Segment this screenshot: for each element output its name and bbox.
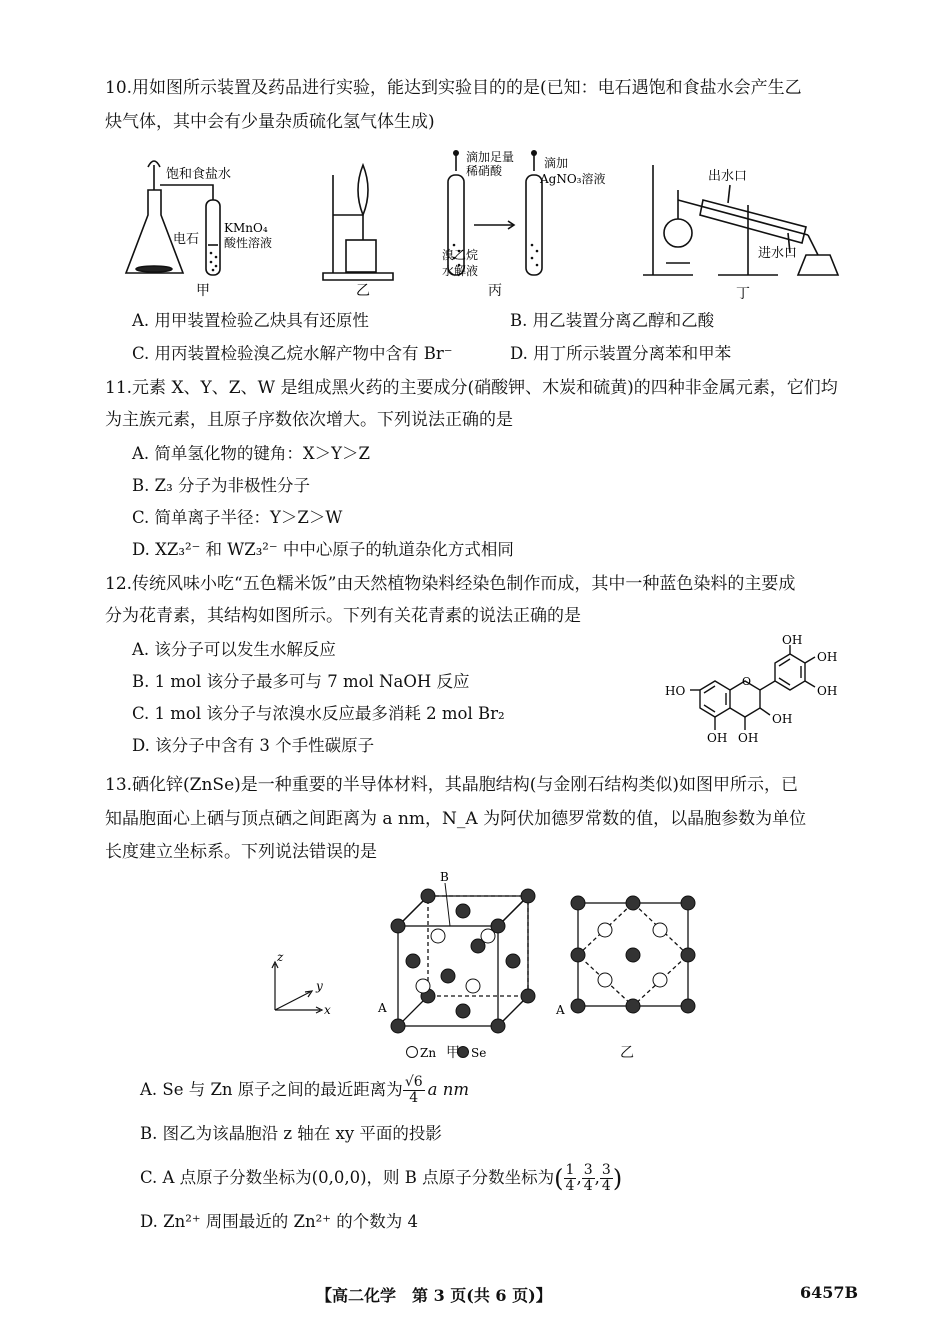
legend-zn-icon [407, 1047, 418, 1058]
projection-point-a-label: A [556, 1003, 565, 1017]
q11-stem-line2: 为主族元素，且原子序数依次增大。下列说法正确的是 [105, 410, 513, 430]
fig-jia-caption: 甲 [196, 283, 210, 299]
fig-yi-caption: 乙 [356, 283, 370, 299]
fig-jia-water-label: 饱和食盐水 [166, 167, 232, 182]
q10-apparatus-figure [118, 145, 848, 305]
fig-bing-hno3-line2: 稀硝酸 [466, 164, 503, 178]
q10-option-d: D. 用丁所示装置分离苯和甲苯 [510, 344, 732, 363]
coord-fraction: $\frac{3}{4}$ [583, 1162, 593, 1194]
q13-stem-line2: 知晶胞面心上硒与顶点硒之间距离为 a nm，N_A 为阿伏加德罗常数的值，以晶胞参数为单位 [105, 809, 807, 829]
axis-y-label: y [316, 979, 323, 993]
fig-bing-agno3-line1: 滴加 [544, 156, 569, 170]
q11-option-a: A. 简单氢化物的键角：X＞Y＞Z [132, 444, 371, 463]
fig-bing-hno3-line1: 滴加足量 [466, 150, 515, 164]
q12-option-d: D. 该分子中含有 3 个手性碳原子 [132, 736, 375, 755]
footer-code: 6457B [800, 1283, 859, 1302]
q11-stem-line1: 11.元素 X、Y、Z、W 是组成黑火药的主要成分(硝酸钾、木炭和硫黄)的四种非金属元素，它们均 [105, 378, 838, 398]
q12-option-c: C. 1 mol 该分子与浓溴水反应最多消耗 2 mol Br₂ [132, 704, 505, 723]
q12-option-a: A. 该分子可以发生水解反应 [132, 640, 336, 659]
q12-stem-line1: 12.传统风味小吃“五色糯米饭”由天然植物染料经染色制作而成，其中一种蓝色染料的主要成 [105, 574, 796, 594]
fig-jia-acid-label: 酸性溶液 [224, 236, 273, 250]
q13-stem-line1: 13.硒化锌(ZnSe)是一种重要的半导体材料，其晶胞结构(与金刚石结构类似)如图甲所示，已 [105, 775, 799, 795]
axis-x-label: x [324, 1003, 331, 1017]
fig-bing-caption: 丙 [488, 283, 502, 299]
structure-oh-label: OH [782, 635, 803, 647]
q13-option-d: D. Zn²⁺ 周围最近的 Zn²⁺ 的个数为 4 [140, 1212, 418, 1231]
q12-option-b: B. 1 mol 该分子最多可与 7 mol NaOH 反应 [132, 672, 470, 691]
point-a-label: A [378, 1001, 387, 1015]
footer-page-info: 【高二化学 第 3 页(共 6 页)】 [316, 1286, 552, 1305]
q10-stem-line2: 炔气体，其中会有少量杂质硫化氢气体生成) [105, 112, 435, 132]
fig-bing-solution-line1: 溴乙烷 [442, 248, 479, 262]
q13-option-c: C. A 点原子分数坐标为(0,0,0)，则 B 点原子分数坐标为( $\frac{1}{4}$ , $\frac{3}{4}$ , $\frac{3}{4}$ ) [140, 1162, 623, 1194]
fig-jia-caption-13: 甲 [446, 1045, 460, 1061]
q13-stem-line3: 长度建立坐标系。下列说法错误的是 [105, 842, 377, 862]
q10-stem-line1: 10.用如图所示装置及药品进行实验，能达到实验目的的是(已知：电石遇饱和食盐水会产生乙 [105, 78, 802, 98]
coord-fraction: $\frac{3}{4}$ [601, 1162, 611, 1194]
fig-ding-outlet-label: 出水口 [708, 169, 748, 184]
fig-ding-caption: 丁 [736, 286, 750, 302]
fig-bing-agno3-line2: AgNO₃溶液 [540, 172, 606, 186]
q10-option-c: C. 用丙装置检验溴乙烷水解产物中含有 Br⁻ [132, 344, 453, 363]
q12-stem-line2: 分为花青素，其结构如图所示。下列有关花青素的说法正确的是 [105, 606, 581, 626]
fig-bing-solution-line2: 水解液 [442, 264, 479, 278]
q12-structure-figure [660, 635, 860, 765]
legend-zn-label: Zn [420, 1046, 437, 1058]
point-b-label: B [440, 870, 449, 884]
q10-option-a: A. 用甲装置检验乙炔具有还原性 [132, 311, 369, 330]
q11-option-d: D. XZ₃²⁻ 和 WZ₃²⁻ 中中心原子的轨道杂化方式相同 [132, 540, 514, 559]
coord-fraction: $\frac{1}{4}$ [565, 1162, 575, 1194]
q13-option-a: A. Se 与 Zn 原子之间的最近距离为 $\frac{√6}{4}$ a nm [140, 1074, 469, 1106]
structure-oh-label: OH [817, 650, 838, 664]
axis-z-label: z [277, 950, 284, 964]
q13-option-b: B. 图乙为该晶胞沿 z 轴在 xy 平面的投影 [140, 1124, 442, 1143]
fig-ding-inlet-label: 进水口 [758, 246, 798, 261]
structure-oh-label: OH [707, 731, 728, 745]
legend-se-label: Se [471, 1046, 487, 1058]
structure-ring-oxygen: O [742, 675, 752, 688]
q10-option-b: B. 用乙装置分离乙醇和乙酸 [510, 311, 715, 330]
q13-crystal-figure [260, 868, 720, 1058]
structure-oh-label: HO [665, 684, 686, 698]
fig-jia-kmno4-label: KMnO₄ [224, 221, 268, 235]
fig-yi-caption-13: 乙 [620, 1045, 634, 1061]
q11-option-b: B. Z₃ 分子为非极性分子 [132, 476, 310, 495]
structure-oh-label: OH [817, 684, 838, 698]
fig-jia-carbide-label: 电石 [173, 232, 200, 247]
structure-oh-label: OH [738, 731, 759, 745]
structure-oh-label: OH [772, 712, 793, 726]
q11-option-c: C. 简单离子半径：Y＞Z＞W [132, 508, 343, 527]
fraction-sqrt6-over-4: $\frac{√6}{4}$ [404, 1074, 423, 1106]
